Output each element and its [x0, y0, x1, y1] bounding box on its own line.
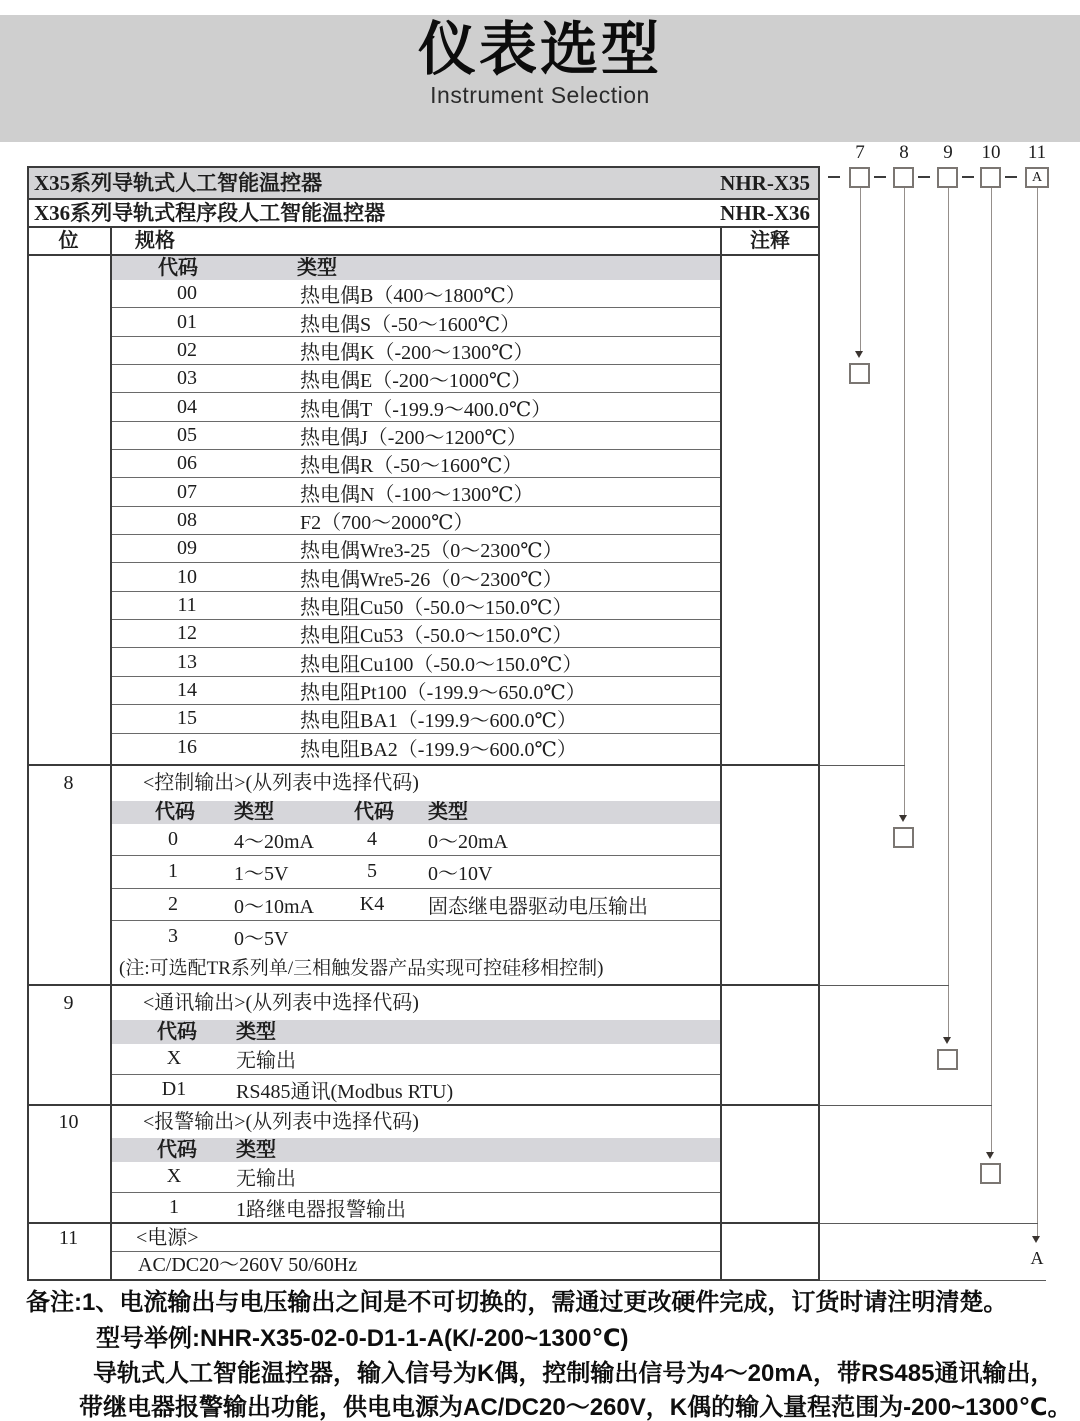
control-type-1: 0～10mA: [234, 895, 314, 918]
input-type: 热电偶B（400～1800℃）: [300, 285, 526, 308]
table-row: [112, 734, 720, 762]
control-code-2: 5: [367, 860, 377, 883]
input-code: 07: [177, 480, 197, 503]
comm-code-header: 代码: [157, 1021, 197, 1043]
target-box-7: [849, 363, 870, 384]
series-x35-model: NHR-X35: [720, 171, 810, 195]
input-code: 03: [177, 367, 197, 390]
table-row: [112, 1044, 720, 1075]
table-row: [112, 280, 720, 308]
connector-line-11: [1037, 188, 1039, 1236]
alarm-code-header: 代码: [157, 1139, 197, 1161]
input-code: 10: [177, 565, 197, 588]
input-code: 06: [177, 452, 197, 475]
extension-line-8: [820, 765, 905, 766]
comm-output-table: [112, 1044, 720, 1105]
input-type-header: 类型: [297, 257, 337, 279]
input-code: 14: [177, 678, 197, 701]
alarm-code: 1: [169, 1196, 179, 1219]
control-type-2: 0～10V: [428, 863, 493, 886]
series-x35-label: X35系列导轨式人工智能温控器: [34, 171, 323, 195]
table-row: [112, 677, 720, 705]
input-type: 热电阻Cu100（-50.0～150.0℃）: [300, 653, 583, 676]
input-code: 16: [177, 736, 197, 759]
code-box-9: [937, 167, 958, 188]
table-row: [112, 337, 720, 365]
alarm-output-table: [112, 1162, 720, 1223]
dash-separator: [962, 176, 974, 178]
control-type-2: 固态继电器驱动电压输出: [428, 895, 648, 918]
table-row: [112, 535, 720, 563]
control-code-1: 3: [168, 925, 178, 948]
alarm-type: 无输出: [236, 1168, 296, 1191]
page-title: 仪表选型: [417, 17, 662, 82]
digit-7: 7: [855, 142, 865, 163]
power-value: AC/DC20～260V 50/60Hz: [138, 1254, 358, 1276]
input-type: 热电阻BA1（-199.9～600.0℃）: [300, 710, 577, 733]
table-row: [112, 478, 720, 506]
input-code: 08: [177, 508, 197, 531]
dash-separator: [828, 176, 840, 178]
code-box-8: [893, 167, 914, 188]
input-type: F2（700～2000℃）: [300, 511, 474, 534]
comm-type: 无输出: [236, 1050, 296, 1073]
input-type: 热电阻Pt100（-199.9～650.0℃）: [300, 681, 586, 704]
digit-11: 11: [1027, 142, 1047, 163]
table-row: [112, 422, 720, 450]
input-code: 00: [177, 282, 197, 305]
control-type-2: 0～20mA: [428, 831, 508, 854]
input-type: 热电偶Wre5-26（0～2300℃）: [300, 568, 563, 591]
table-row: [112, 648, 720, 676]
control-code-header-bar: [112, 801, 720, 824]
arrow-down-icon: [943, 1037, 951, 1044]
extension-line-9: [820, 985, 949, 986]
fixed-code-letter: A: [1030, 1248, 1044, 1268]
dash-separator: [918, 176, 930, 178]
extension-line-10: [820, 1105, 992, 1106]
control-code1-header: 代码: [155, 801, 195, 823]
col-divider-note: [720, 226, 722, 1281]
section-8-position: 8: [63, 772, 74, 794]
table-row: [112, 1075, 720, 1106]
comm-type: RS485通讯(Modbus RTU): [236, 1081, 454, 1104]
table-row: [112, 308, 720, 336]
table-row: [112, 921, 720, 953]
code-box-7: [849, 167, 870, 188]
table-row: [112, 592, 720, 620]
control-code-1: 1: [168, 860, 178, 883]
input-type: 热电偶T（-199.9～400.0℃）: [300, 398, 552, 421]
page-banner: [0, 15, 1080, 142]
table-border-right: [818, 166, 820, 1281]
input-type: 热电偶S（-50～1600℃）: [300, 313, 521, 336]
arrow-down-icon: [855, 351, 863, 358]
input-code: 02: [177, 338, 197, 361]
section-9-position: 9: [63, 992, 74, 1014]
comm-code-header-bar: [112, 1020, 720, 1044]
input-code: 09: [177, 537, 197, 560]
extension-line-bottom: [820, 1280, 1046, 1281]
input-type-table: [112, 280, 720, 762]
target-box-9: [937, 1049, 958, 1070]
input-type: 热电偶R（-50～1600℃）: [300, 455, 523, 478]
table-row: [112, 856, 720, 888]
input-code: 13: [177, 650, 197, 673]
arrow-down-icon: [899, 815, 907, 822]
arrow-down-icon: [986, 1152, 994, 1159]
input-type: 热电偶E（-200～1000℃）: [300, 370, 532, 393]
input-code: 05: [177, 423, 197, 446]
connector-line-9: [948, 188, 950, 1037]
comm-code: D1: [161, 1078, 187, 1101]
input-code: 12: [177, 622, 197, 645]
control-type1-header: 类型: [234, 801, 274, 823]
table-row: [112, 563, 720, 591]
table-row: [112, 705, 720, 733]
alarm-code-header-bar: [112, 1138, 720, 1162]
digit-9: 9: [943, 142, 953, 163]
connector-line-8: [904, 188, 906, 815]
control-code-1: 2: [168, 892, 178, 915]
remark-line-4: 带继电器报警输出功能，供电电源为AC/DC20～260V，K偶的输入量程范围为-200~1300℃。: [79, 1394, 1072, 1421]
code-box-11-fixed: A: [1025, 167, 1049, 188]
table-row: [112, 393, 720, 421]
input-type: 热电偶K（-200～1300℃）: [300, 341, 534, 364]
input-type: 热电阻Cu53（-50.0～150.0℃）: [300, 625, 573, 648]
column-header-note: 注释: [750, 230, 790, 252]
digit-10: 10: [981, 142, 1001, 163]
input-type: 热电阻BA2（-199.9～600.0℃）: [300, 739, 577, 762]
section-10-title: <报警输出>(从列表中选择代码): [143, 1111, 419, 1133]
table-row: [112, 1193, 720, 1224]
remark-line-3: 导轨式人工智能温控器，输入信号为K偶，控制输出信号为4～20mA，带RS485通讯输出，: [93, 1360, 1055, 1387]
dash-separator: [1005, 176, 1017, 178]
section-8-note: (注:可选配TR系列单/三相触发器产品实现可控硅移相控制): [119, 958, 604, 979]
row-line-header: [27, 254, 820, 256]
column-header-spec: 规格: [135, 230, 175, 252]
column-header-position: 位: [58, 230, 79, 252]
series-x36-model: NHR-X36: [720, 201, 810, 225]
dash-separator: [874, 176, 886, 178]
section-11-title: <电源>: [136, 1227, 199, 1249]
input-type: 热电偶Wre3-25（0～2300℃）: [300, 540, 563, 563]
section-11-position: 11: [58, 1227, 79, 1249]
table-row: [112, 365, 720, 393]
series-x36-label: X36系列导轨式程序段人工智能温控器: [34, 201, 386, 225]
input-type: 热电偶J（-200～1200℃）: [300, 426, 527, 449]
page-subtitle: Instrument Selection: [430, 82, 650, 108]
code-box-10: [980, 167, 1001, 188]
alarm-code: X: [166, 1165, 182, 1188]
input-type: 热电阻Cu50（-50.0～150.0℃）: [300, 596, 573, 619]
comm-type-header: 类型: [236, 1021, 276, 1043]
input-code: 15: [177, 707, 197, 730]
comm-code: X: [166, 1047, 182, 1070]
section-10-position: 10: [58, 1111, 79, 1133]
input-code-header: 代码: [158, 257, 198, 279]
table-row: [112, 824, 720, 856]
input-code: 11: [177, 593, 197, 616]
remark-line-2: 型号举例:NHR-X35-02-0-D1-1-A(K/-200~1300℃): [96, 1325, 629, 1352]
remark-line-1: 备注:1、电流输出与电压输出之间是不可切换的，需通过更改硬件完成，订货时请注明清楚。: [26, 1289, 1008, 1316]
input-code-header-bar: [112, 256, 720, 280]
table-row: [112, 620, 720, 648]
control-code-1: 0: [168, 828, 178, 851]
digit-8: 8: [899, 142, 909, 163]
control-code2-header: 代码: [354, 801, 394, 823]
control-type-1: 4～20mA: [234, 831, 314, 854]
section-9-title: <通讯输出>(从列表中选择代码): [143, 992, 419, 1014]
target-box-8: [893, 827, 914, 848]
alarm-type: 1路继电器报警输出: [236, 1199, 406, 1222]
control-code-2: 4: [367, 828, 377, 851]
control-type2-header: 类型: [428, 801, 468, 823]
connector-line-10: [991, 188, 993, 1152]
input-type: 热电偶N（-100～1300℃）: [300, 483, 534, 506]
control-output-table: [112, 824, 720, 953]
input-code: 01: [177, 310, 197, 333]
target-box-10: [980, 1163, 1001, 1184]
control-code-2: K4: [359, 892, 385, 915]
table-row: [112, 450, 720, 478]
arrow-down-icon: [1032, 1236, 1040, 1243]
extension-line-11: [820, 1223, 1038, 1224]
control-type-1: 1～5V: [234, 863, 289, 886]
input-code: 04: [177, 395, 197, 418]
alarm-type-header: 类型: [236, 1139, 276, 1161]
table-row: [112, 507, 720, 535]
table-row: [112, 1162, 720, 1193]
connector-line-7: [860, 188, 862, 351]
table-row: [112, 889, 720, 921]
section-8-title: <控制输出>(从列表中选择代码): [143, 772, 419, 794]
table-border-bottom: [27, 1279, 820, 1281]
control-type-1: 0～5V: [234, 928, 289, 951]
